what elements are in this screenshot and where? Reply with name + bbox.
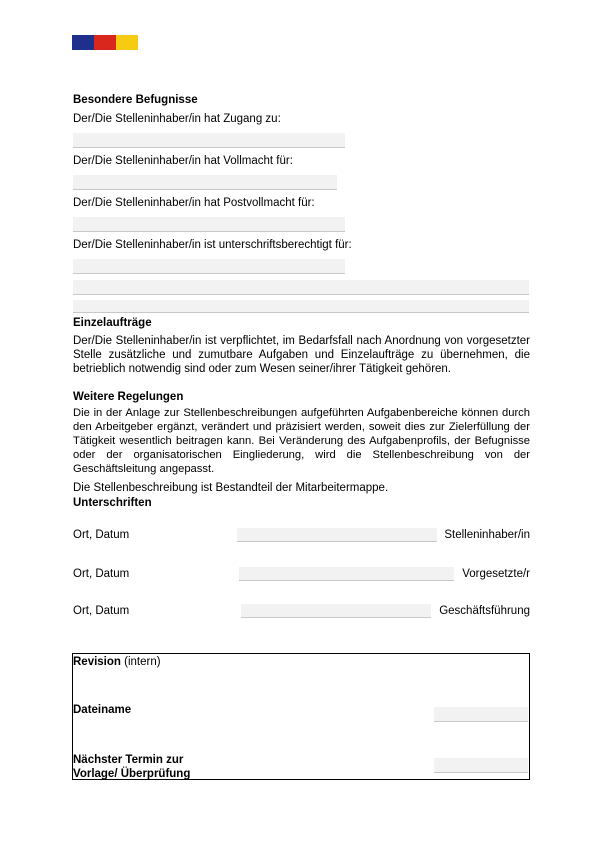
termin-field[interactable]	[434, 758, 528, 773]
vollmacht-label: Der/Die Stelleninhaber/in hat Vollmacht für:	[73, 155, 293, 167]
befugnisse-heading: Besondere Befugnisse	[73, 94, 198, 106]
unterschrift-label: Der/Die Stelleninhaber/in ist unterschriftsberechtigt für:	[73, 239, 352, 251]
signature-role-geschaeftsfuehrung: Geschäftsführung	[439, 605, 530, 617]
signature-line-vorgesetzte[interactable]	[239, 567, 454, 581]
revision-suffix: (intern)	[120, 656, 161, 668]
revision-box	[72, 653, 530, 780]
unterschrift-field-1[interactable]	[73, 259, 345, 274]
revision-title: Revision	[73, 656, 121, 668]
logo-blue-block	[72, 35, 94, 50]
termin-label-line2: Vorlage/ Überprüfung	[73, 768, 191, 780]
postvollmacht-field[interactable]	[73, 217, 345, 232]
signature-line-stelleninhaber[interactable]	[237, 528, 437, 542]
einzelauftraege-heading: Einzelaufträge	[73, 317, 152, 329]
signature-place-date-3: Ort, Datum	[73, 605, 130, 617]
signature-role-vorgesetzte: Vorgesetzte/r	[462, 568, 530, 580]
signature-line-geschaeftsfuehrung[interactable]	[241, 604, 431, 618]
vollmacht-field[interactable]	[73, 175, 337, 190]
mappe-text: Die Stellenbeschreibung ist Bestandteil der Mitarbeitermappe.	[73, 482, 389, 494]
logo-red-block	[94, 35, 116, 50]
logo-yellow-block	[116, 35, 138, 50]
dateiname-field[interactable]	[434, 707, 528, 722]
zugang-label: Der/Die Stelleninhaber/in hat Zugang zu:	[73, 113, 281, 125]
zugang-field[interactable]	[73, 133, 345, 148]
logo	[72, 35, 138, 50]
regelungen-text: Die in der Anlage zur Stellenbeschreibungen aufgeführten Aufgabenbereiche können durch den Arbeitgeber ergänzt, verändert und präzisiert werden, soweit dies zur Zielerfüllung der Tätigkeit wesentlich beitragen kann. Bei Veränderung des Aufgabenprofils, der Befugnisse oder der organisatorischen Eingliederung, wird die Stellenbeschreibung von der Geschäftsleitung angepasst.	[73, 407, 530, 475]
signature-place-date-1: Ort, Datum	[73, 529, 130, 541]
signature-place-date-2: Ort, Datum	[73, 568, 130, 580]
regelungen-heading: Weitere Regelungen	[73, 391, 184, 403]
dateiname-label: Dateiname	[73, 704, 132, 716]
termin-label	[73, 753, 190, 781]
unterschrift-field-3[interactable]	[73, 300, 529, 313]
termin-label-line1: Nächster Termin zur	[73, 754, 184, 766]
unterschrift-field-2[interactable]	[73, 280, 529, 295]
unterschriften-heading: Unterschriften	[73, 497, 152, 509]
postvollmacht-label: Der/Die Stelleninhaber/in hat Postvollmacht für:	[73, 197, 315, 209]
einzelauftraege-text: Der/Die Stelleninhaber/in ist verpflichtet, im Bedarfsfall nach Anordnung von vorgesetzter Stelle zusätzliche und zumutbare Aufgaben und Einzelaufträge zu übernehmen, die betrieblich notwendig sind oder zum Wesen seiner/ihrer Tätigkeit gehören.	[73, 335, 530, 375]
signature-role-stelleninhaber: Stelleninhaber/in	[444, 529, 530, 541]
revision-label	[73, 656, 161, 668]
